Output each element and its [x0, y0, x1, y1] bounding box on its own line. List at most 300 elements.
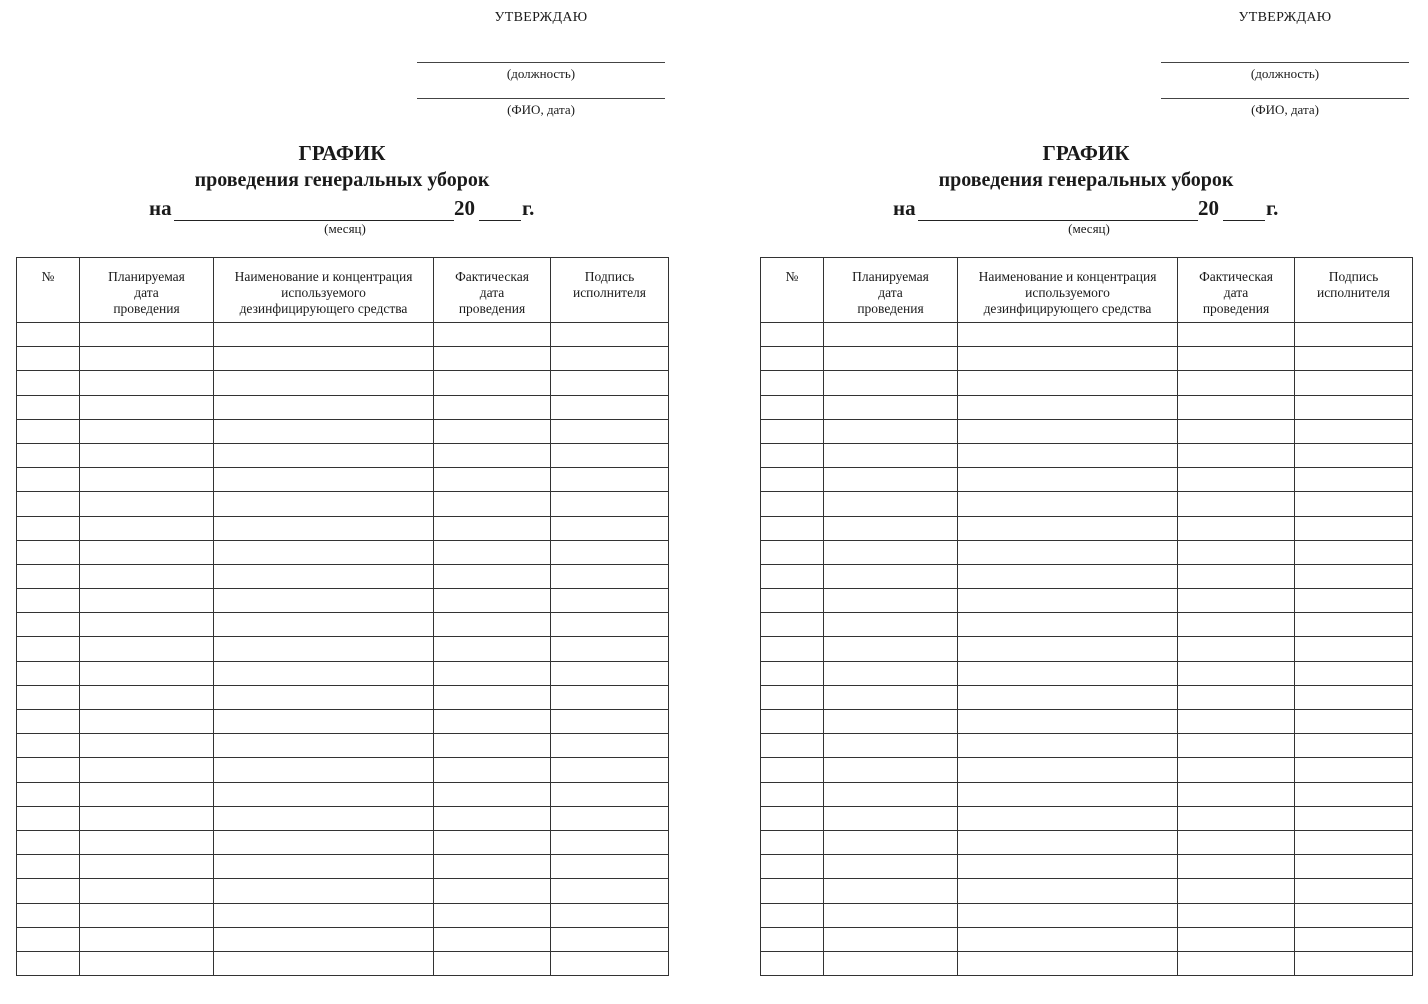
column-header-line: Фактическая	[1199, 269, 1273, 284]
table-cell-disinfectant[interactable]	[214, 903, 434, 927]
table-cell-planned-date[interactable]	[80, 734, 214, 758]
table-cell-number[interactable]	[17, 613, 80, 637]
table-cell-planned-date[interactable]	[824, 710, 958, 734]
table-cell-disinfectant[interactable]	[214, 613, 434, 637]
table-cell-number[interactable]	[17, 661, 80, 685]
table-cell-actual-date[interactable]	[434, 758, 551, 782]
table-cell-number[interactable]	[761, 782, 824, 806]
table-cell-disinfectant[interactable]	[958, 879, 1178, 903]
table-cell-signature[interactable]	[551, 806, 669, 830]
table-cell-actual-date[interactable]	[434, 395, 551, 419]
table-cell-disinfectant[interactable]	[958, 395, 1178, 419]
table-cell-planned-date[interactable]	[80, 951, 214, 975]
table-row	[761, 734, 1413, 758]
table-cell-disinfectant[interactable]	[958, 782, 1178, 806]
table-cell-number[interactable]	[17, 927, 80, 951]
table-cell-actual-date[interactable]	[1178, 734, 1295, 758]
table-cell-actual-date[interactable]	[1178, 516, 1295, 540]
table-cell-planned-date[interactable]	[824, 492, 958, 516]
table-cell-signature[interactable]	[1295, 782, 1413, 806]
table-row	[17, 879, 669, 903]
table-row	[761, 323, 1413, 347]
table-cell-number[interactable]	[761, 661, 824, 685]
table-cell-actual-date[interactable]	[434, 371, 551, 395]
table-cell-disinfectant[interactable]	[214, 661, 434, 685]
table-cell-planned-date[interactable]	[80, 492, 214, 516]
name-date-label: (ФИО, дата)	[507, 102, 575, 117]
table-cell-actual-date[interactable]	[434, 468, 551, 492]
table-cell-planned-date[interactable]	[80, 637, 214, 661]
table-cell-disinfectant[interactable]	[214, 734, 434, 758]
table-cell-planned-date[interactable]	[824, 347, 958, 371]
table-cell-disinfectant[interactable]	[958, 951, 1178, 975]
table-row	[17, 951, 669, 975]
table-cell-signature[interactable]	[551, 589, 669, 613]
table-cell-actual-date[interactable]	[434, 927, 551, 951]
table-cell-signature[interactable]	[551, 613, 669, 637]
table-cell-planned-date[interactable]	[824, 734, 958, 758]
column-header-line: дата	[1223, 285, 1249, 300]
table-cell-actual-date[interactable]	[1178, 637, 1295, 661]
table-cell-actual-date[interactable]	[1178, 855, 1295, 879]
table-cell-signature[interactable]	[551, 637, 669, 661]
table-cell-actual-date[interactable]	[1178, 951, 1295, 975]
table-cell-signature[interactable]	[551, 927, 669, 951]
table-cell-number[interactable]	[17, 855, 80, 879]
table-cell-signature[interactable]	[551, 492, 669, 516]
table-cell-disinfectant[interactable]	[214, 782, 434, 806]
table-cell-planned-date[interactable]	[824, 903, 958, 927]
table-cell-number[interactable]	[17, 637, 80, 661]
table-cell-disinfectant[interactable]	[214, 758, 434, 782]
table-cell-signature[interactable]	[1295, 806, 1413, 830]
table-cell-actual-date[interactable]	[434, 419, 551, 443]
table-cell-signature[interactable]	[1295, 758, 1413, 782]
table-row	[17, 927, 669, 951]
table-cell-signature[interactable]	[551, 661, 669, 685]
table-cell-number[interactable]	[761, 371, 824, 395]
table-cell-actual-date[interactable]	[1178, 323, 1295, 347]
table-cell-planned-date[interactable]	[80, 564, 214, 588]
table-cell-signature[interactable]	[1295, 661, 1413, 685]
table-cell-disinfectant[interactable]	[958, 443, 1178, 467]
table-cell-number[interactable]	[17, 685, 80, 709]
table-cell-signature[interactable]	[551, 419, 669, 443]
table-cell-planned-date[interactable]	[824, 685, 958, 709]
table-cell-planned-date[interactable]	[80, 855, 214, 879]
table-cell-actual-date[interactable]	[1178, 564, 1295, 588]
table-cell-planned-date[interactable]	[824, 516, 958, 540]
table-cell-number[interactable]	[17, 516, 80, 540]
table-cell-actual-date[interactable]	[1178, 661, 1295, 685]
table-row	[17, 564, 669, 588]
table-cell-number[interactable]	[761, 492, 824, 516]
table-cell-signature[interactable]	[551, 830, 669, 854]
table-cell-signature[interactable]	[551, 371, 669, 395]
table-cell-disinfectant[interactable]	[214, 419, 434, 443]
table-cell-planned-date[interactable]	[80, 395, 214, 419]
table-cell-disinfectant[interactable]	[958, 492, 1178, 516]
table-cell-disinfectant[interactable]	[958, 589, 1178, 613]
table-cell-number[interactable]	[17, 347, 80, 371]
table-cell-signature[interactable]	[1295, 903, 1413, 927]
table-cell-number[interactable]	[17, 758, 80, 782]
table-cell-planned-date[interactable]	[824, 589, 958, 613]
table-cell-actual-date[interactable]	[434, 516, 551, 540]
period-suffix: г.	[1266, 196, 1279, 220]
table-cell-signature[interactable]	[1295, 516, 1413, 540]
table-cell-planned-date[interactable]	[824, 830, 958, 854]
table-cell-disinfectant[interactable]	[214, 347, 434, 371]
period-year-prefix: 20	[454, 196, 475, 220]
table-cell-planned-date[interactable]	[80, 347, 214, 371]
table-cell-signature[interactable]	[551, 951, 669, 975]
table-cell-disinfectant[interactable]	[958, 855, 1178, 879]
table-cell-disinfectant[interactable]	[214, 830, 434, 854]
table-cell-signature[interactable]	[1295, 685, 1413, 709]
table-cell-actual-date[interactable]	[434, 806, 551, 830]
table-cell-number[interactable]	[17, 564, 80, 588]
table-cell-planned-date[interactable]	[80, 685, 214, 709]
table-cell-actual-date[interactable]	[1178, 710, 1295, 734]
table-cell-number[interactable]	[761, 564, 824, 588]
table-cell-number[interactable]	[17, 419, 80, 443]
table-cell-disinfectant[interactable]	[958, 806, 1178, 830]
table-cell-disinfectant[interactable]	[214, 806, 434, 830]
table-cell-signature[interactable]	[551, 564, 669, 588]
table-cell-planned-date[interactable]	[80, 516, 214, 540]
table-cell-disinfectant[interactable]	[958, 927, 1178, 951]
column-header-planned-date	[80, 258, 214, 323]
column-header-disinfectant	[214, 258, 434, 323]
table-cell-planned-date[interactable]	[80, 927, 214, 951]
table-cell-planned-date[interactable]	[824, 371, 958, 395]
table-cell-actual-date[interactable]	[434, 710, 551, 734]
table-cell-planned-date[interactable]	[80, 540, 214, 564]
table-cell-planned-date[interactable]	[80, 468, 214, 492]
table-cell-number[interactable]	[761, 806, 824, 830]
table-cell-planned-date[interactable]	[824, 613, 958, 637]
table-row	[761, 927, 1413, 951]
table-cell-signature[interactable]	[551, 903, 669, 927]
table-cell-signature[interactable]	[1295, 564, 1413, 588]
table-cell-planned-date[interactable]	[824, 395, 958, 419]
table-cell-actual-date[interactable]	[1178, 395, 1295, 419]
table-cell-number[interactable]	[761, 443, 824, 467]
table-cell-planned-date[interactable]	[824, 782, 958, 806]
table-cell-disinfectant[interactable]	[214, 589, 434, 613]
table-cell-number[interactable]	[761, 540, 824, 564]
table-cell-number[interactable]	[17, 492, 80, 516]
table-cell-actual-date[interactable]	[434, 903, 551, 927]
table-cell-signature[interactable]	[1295, 540, 1413, 564]
table-cell-planned-date[interactable]	[80, 903, 214, 927]
table-cell-signature[interactable]	[551, 323, 669, 347]
table-cell-signature[interactable]	[551, 685, 669, 709]
table-cell-signature[interactable]	[1295, 347, 1413, 371]
table-cell-disinfectant[interactable]	[958, 710, 1178, 734]
table-cell-planned-date[interactable]	[80, 371, 214, 395]
table-cell-disinfectant[interactable]	[958, 637, 1178, 661]
table-cell-number[interactable]	[761, 419, 824, 443]
table-cell-disinfectant[interactable]	[214, 951, 434, 975]
table-cell-actual-date[interactable]	[1178, 347, 1295, 371]
table-cell-planned-date[interactable]	[80, 782, 214, 806]
table-cell-signature[interactable]	[551, 734, 669, 758]
table-cell-number[interactable]	[17, 806, 80, 830]
table-cell-disinfectant[interactable]	[958, 734, 1178, 758]
table-cell-disinfectant[interactable]	[214, 710, 434, 734]
table-cell-signature[interactable]	[1295, 830, 1413, 854]
table-cell-actual-date[interactable]	[434, 492, 551, 516]
table-cell-disinfectant[interactable]	[958, 903, 1178, 927]
table-cell-number[interactable]	[17, 710, 80, 734]
table-cell-disinfectant[interactable]	[214, 395, 434, 419]
table-row	[761, 492, 1413, 516]
table-cell-actual-date[interactable]	[1178, 927, 1295, 951]
table-cell-number[interactable]	[761, 589, 824, 613]
table-cell-signature[interactable]	[1295, 613, 1413, 637]
table-cell-disinfectant[interactable]	[214, 927, 434, 951]
table-cell-planned-date[interactable]	[824, 443, 958, 467]
table-cell-signature[interactable]	[1295, 419, 1413, 443]
table-cell-planned-date[interactable]	[824, 806, 958, 830]
table-cell-disinfectant[interactable]	[214, 855, 434, 879]
table-cell-planned-date[interactable]	[80, 323, 214, 347]
table-cell-disinfectant[interactable]	[214, 443, 434, 467]
table-cell-disinfectant[interactable]	[214, 516, 434, 540]
table-cell-planned-date[interactable]	[80, 758, 214, 782]
table-cell-planned-date[interactable]	[824, 879, 958, 903]
table-cell-number[interactable]	[761, 685, 824, 709]
table-cell-disinfectant[interactable]	[958, 613, 1178, 637]
table-cell-signature[interactable]	[1295, 395, 1413, 419]
table-cell-disinfectant[interactable]	[214, 685, 434, 709]
table-cell-disinfectant[interactable]	[958, 516, 1178, 540]
table-cell-actual-date[interactable]	[434, 589, 551, 613]
table-cell-actual-date[interactable]	[1178, 371, 1295, 395]
table-cell-signature[interactable]	[551, 710, 669, 734]
table-cell-number[interactable]	[761, 613, 824, 637]
table-cell-disinfectant[interactable]	[958, 371, 1178, 395]
table-row	[17, 830, 669, 854]
table-cell-number[interactable]	[761, 468, 824, 492]
table-cell-number[interactable]	[761, 516, 824, 540]
table-cell-disinfectant[interactable]	[214, 564, 434, 588]
table-cell-actual-date[interactable]	[1178, 879, 1295, 903]
table-cell-actual-date[interactable]	[434, 951, 551, 975]
table-cell-disinfectant[interactable]	[214, 468, 434, 492]
table-cell-planned-date[interactable]	[80, 806, 214, 830]
table-cell-number[interactable]	[17, 903, 80, 927]
table-cell-signature[interactable]	[1295, 879, 1413, 903]
table-cell-planned-date[interactable]	[824, 540, 958, 564]
table-cell-signature[interactable]	[1295, 951, 1413, 975]
table-row	[17, 371, 669, 395]
table-cell-disinfectant[interactable]	[958, 661, 1178, 685]
table-cell-planned-date[interactable]	[80, 830, 214, 854]
table-cell-actual-date[interactable]	[1178, 830, 1295, 854]
table-cell-actual-date[interactable]	[434, 661, 551, 685]
table-cell-planned-date[interactable]	[824, 564, 958, 588]
table-cell-disinfectant[interactable]	[958, 758, 1178, 782]
table-cell-actual-date[interactable]	[434, 830, 551, 854]
table-cell-number[interactable]	[761, 395, 824, 419]
table-row	[761, 685, 1413, 709]
table-cell-signature[interactable]	[551, 855, 669, 879]
table-cell-actual-date[interactable]	[1178, 443, 1295, 467]
table-cell-actual-date[interactable]	[1178, 589, 1295, 613]
table-cell-disinfectant[interactable]	[214, 323, 434, 347]
table-cell-disinfectant[interactable]	[958, 540, 1178, 564]
table-cell-actual-date[interactable]	[1178, 540, 1295, 564]
table-cell-disinfectant[interactable]	[958, 419, 1178, 443]
table-cell-number[interactable]	[761, 830, 824, 854]
table-cell-actual-date[interactable]	[1178, 758, 1295, 782]
table-cell-actual-date[interactable]	[1178, 492, 1295, 516]
table-cell-planned-date[interactable]	[80, 589, 214, 613]
table-cell-actual-date[interactable]	[434, 734, 551, 758]
table-cell-signature[interactable]	[551, 395, 669, 419]
table-cell-disinfectant[interactable]	[214, 637, 434, 661]
table-cell-planned-date[interactable]	[824, 468, 958, 492]
table-cell-number[interactable]	[17, 540, 80, 564]
table-cell-signature[interactable]	[551, 347, 669, 371]
table-cell-planned-date[interactable]	[824, 637, 958, 661]
table-cell-actual-date[interactable]	[1178, 903, 1295, 927]
table-row	[761, 419, 1413, 443]
table-cell-disinfectant[interactable]	[214, 879, 434, 903]
table-cell-signature[interactable]	[1295, 637, 1413, 661]
table-cell-actual-date[interactable]	[434, 782, 551, 806]
table-cell-signature[interactable]	[551, 516, 669, 540]
table-cell-number[interactable]	[761, 710, 824, 734]
table-cell-actual-date[interactable]	[434, 323, 551, 347]
table-cell-signature[interactable]	[1295, 855, 1413, 879]
table-cell-signature[interactable]	[1295, 589, 1413, 613]
table-cell-disinfectant[interactable]	[958, 564, 1178, 588]
table-cell-number[interactable]	[761, 734, 824, 758]
table-cell-signature[interactable]	[1295, 492, 1413, 516]
table-row	[17, 685, 669, 709]
table-cell-actual-date[interactable]	[1178, 806, 1295, 830]
table-cell-planned-date[interactable]	[80, 419, 214, 443]
table-cell-actual-date[interactable]	[434, 685, 551, 709]
column-header-line: исполнителя	[1316, 285, 1391, 300]
table-cell-signature[interactable]	[551, 540, 669, 564]
table-cell-disinfectant[interactable]	[214, 540, 434, 564]
table-cell-planned-date[interactable]	[824, 951, 958, 975]
table-row	[17, 782, 669, 806]
table-cell-disinfectant[interactable]	[958, 323, 1178, 347]
table-cell-disinfectant[interactable]	[214, 371, 434, 395]
table-cell-number[interactable]	[17, 879, 80, 903]
table-cell-signature[interactable]	[1295, 371, 1413, 395]
table-cell-actual-date[interactable]	[434, 347, 551, 371]
table-cell-number[interactable]	[761, 323, 824, 347]
position-signature-line	[1161, 62, 1409, 63]
table-row	[761, 855, 1413, 879]
table-cell-actual-date[interactable]	[1178, 419, 1295, 443]
table-cell-actual-date[interactable]	[434, 637, 551, 661]
table-cell-actual-date[interactable]	[434, 564, 551, 588]
table-cell-disinfectant[interactable]	[214, 492, 434, 516]
table-cell-actual-date[interactable]	[1178, 613, 1295, 637]
table-row	[17, 613, 669, 637]
table-cell-signature[interactable]	[1295, 443, 1413, 467]
table-cell-number[interactable]	[761, 637, 824, 661]
table-cell-disinfectant[interactable]	[958, 830, 1178, 854]
table-cell-disinfectant[interactable]	[958, 347, 1178, 371]
table-row	[761, 516, 1413, 540]
table-cell-signature[interactable]	[551, 443, 669, 467]
table-cell-actual-date[interactable]	[434, 879, 551, 903]
table-cell-number[interactable]	[761, 347, 824, 371]
table-cell-number[interactable]	[17, 951, 80, 975]
table-cell-actual-date[interactable]	[434, 443, 551, 467]
table-cell-number[interactable]	[17, 443, 80, 467]
table-cell-signature[interactable]	[551, 468, 669, 492]
table-cell-signature[interactable]	[1295, 734, 1413, 758]
table-cell-planned-date[interactable]	[80, 613, 214, 637]
table-cell-number[interactable]	[761, 879, 824, 903]
table-cell-planned-date[interactable]	[824, 855, 958, 879]
table-cell-number[interactable]	[17, 323, 80, 347]
table-cell-signature[interactable]	[1295, 468, 1413, 492]
table-cell-actual-date[interactable]	[1178, 685, 1295, 709]
table-cell-planned-date[interactable]	[824, 927, 958, 951]
table-cell-planned-date[interactable]	[80, 879, 214, 903]
column-header-line: проведения	[113, 301, 180, 316]
table-cell-actual-date[interactable]	[434, 613, 551, 637]
table-cell-signature[interactable]	[1295, 710, 1413, 734]
table-cell-number[interactable]	[17, 395, 80, 419]
table-cell-actual-date[interactable]	[1178, 782, 1295, 806]
table-cell-number[interactable]	[17, 830, 80, 854]
table-cell-number[interactable]	[17, 371, 80, 395]
table-cell-number[interactable]	[17, 589, 80, 613]
table-cell-disinfectant[interactable]	[958, 468, 1178, 492]
table-cell-number[interactable]	[761, 855, 824, 879]
table-cell-planned-date[interactable]	[824, 323, 958, 347]
table-cell-signature[interactable]	[551, 879, 669, 903]
table-cell-planned-date[interactable]	[80, 443, 214, 467]
column-header-number	[17, 258, 80, 323]
table-cell-disinfectant[interactable]	[958, 685, 1178, 709]
table-cell-actual-date[interactable]	[1178, 468, 1295, 492]
table-cell-planned-date[interactable]	[824, 758, 958, 782]
table-cell-signature[interactable]	[551, 782, 669, 806]
table-cell-planned-date[interactable]	[824, 419, 958, 443]
table-cell-signature[interactable]	[1295, 323, 1413, 347]
table-row	[17, 395, 669, 419]
table-cell-number[interactable]	[17, 468, 80, 492]
table-cell-signature[interactable]	[551, 758, 669, 782]
table-cell-actual-date[interactable]	[434, 855, 551, 879]
table-cell-number[interactable]	[761, 903, 824, 927]
table-cell-planned-date[interactable]	[80, 710, 214, 734]
table-cell-planned-date[interactable]	[824, 661, 958, 685]
table-cell-number[interactable]	[17, 782, 80, 806]
table-cell-number[interactable]	[17, 734, 80, 758]
table-cell-number[interactable]	[761, 951, 824, 975]
table-cell-planned-date[interactable]	[80, 661, 214, 685]
table-cell-number[interactable]	[761, 927, 824, 951]
table-cell-actual-date[interactable]	[434, 540, 551, 564]
table-row	[17, 758, 669, 782]
table-cell-number[interactable]	[761, 758, 824, 782]
table-cell-signature[interactable]	[1295, 927, 1413, 951]
